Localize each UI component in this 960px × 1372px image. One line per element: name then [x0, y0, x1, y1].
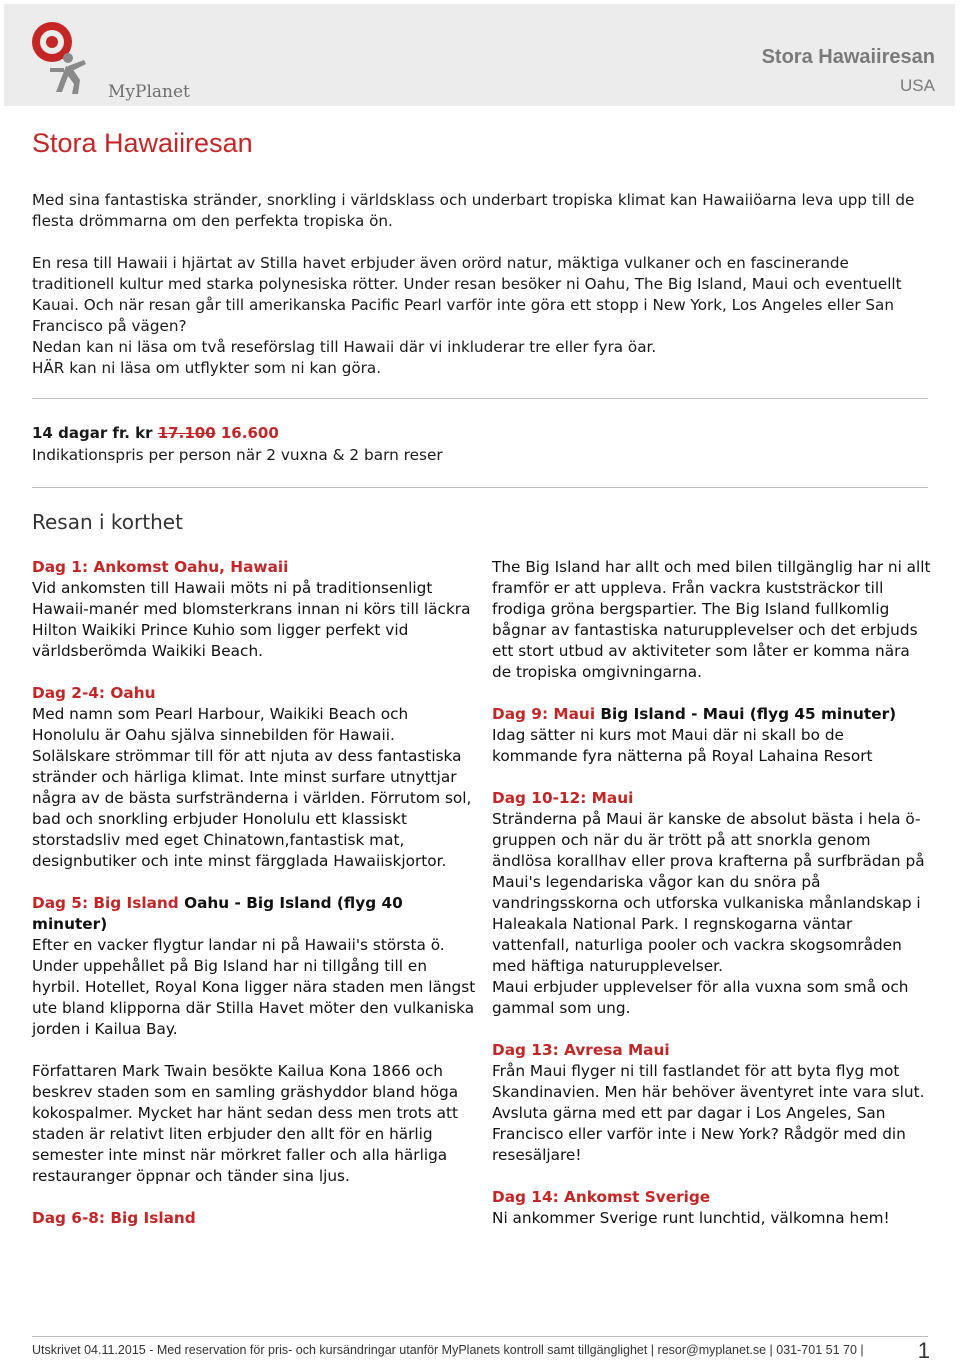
- day-heading: Dag 13: Avresa Maui: [492, 1041, 670, 1059]
- day-heading: Dag 2-4: Oahu: [32, 684, 156, 702]
- header-country: USA: [900, 76, 935, 95]
- day-text: Från Maui flyger ni till fastlandet för att byta flyg mot Skandinavien. Men här behöver äventyret inte vara slut. Avsluta gärna med ett par dagar i Los Angeles, San Francisco eller varför inte i New York? Rådgör med din resesäljare!: [492, 1062, 925, 1164]
- day-text: Efter en vacker flygtur landar ni på Hawaii's största ö. Under uppehållet på Big Island har ni tillgång till en hyrbil. Hotellet, Royal Kona ligger nära staden men längst ute bland klipporna där Stilla Havet möter den vulkaniska jorden i Kailua Bay.: [32, 936, 476, 1038]
- day-heading: Dag 1: Ankomst Oahu, Hawaii: [32, 558, 289, 576]
- divider: [32, 398, 928, 399]
- myplanet-logo[interactable]: [28, 14, 190, 102]
- day-block: [32, 557, 478, 662]
- section-title: Resan i korthet: [32, 510, 183, 534]
- day-heading: Dag 14: Ankomst Sverige: [492, 1188, 711, 1206]
- footer-divider: [32, 1336, 928, 1337]
- day-block: [32, 893, 478, 1040]
- divider: [32, 487, 928, 488]
- day-text: Författaren Mark Twain besökte Kailua Kona 1866 och beskrev staden som en samling gräshyddor bland höga kokospalmer. Mycket har hänt sedan dess men trots att staden är relativt liten erbjuder den allt för en härlig semester inte minst när mörkret faller och alla härliga restauranger öppnar och tänder sina ljus.: [32, 1062, 459, 1185]
- intro-paragraph-3: Nedan kan ni läsa om två reseförslag till Hawaii där vi inkluderar tre eller fyra öar.: [32, 338, 657, 356]
- day-block: [492, 1187, 932, 1229]
- day-block: [32, 1061, 478, 1187]
- day-text: The Big Island har allt och med bilen tillgänglig har ni allt framför er att uppleva. Från vackra kuststräckor till frodiga gröna bergspartier. The Big Island fullkomlig bågnar av fantastiska naturupplevelser och det erbjuds ett stort utbud av aktiviteter som låter er komma nära de tropiska omgivningarna.: [492, 558, 931, 681]
- price-line: [32, 424, 279, 442]
- footer-text: Utskrivet 04.11.2015 - Med reservation för pris- och kursändringar utanför MyPlanets kontroll samt tillgänglighet | resor@myplanet.se | 031-701 51 70 |: [32, 1343, 864, 1357]
- day-heading-flight: Oahu - Big Island (flyg 40 minuter): [32, 894, 403, 933]
- day-heading: Dag 10-12: Maui: [492, 789, 634, 807]
- day-block: [32, 683, 478, 872]
- old-price: 17.100: [157, 424, 216, 442]
- page-number: 1: [917, 1338, 930, 1363]
- day-block: [32, 1208, 478, 1229]
- day-heading: [492, 704, 932, 725]
- day-heading: Dag 6-8: Big Island: [32, 1209, 196, 1227]
- itinerary-right-column: [492, 557, 932, 1250]
- new-price: 16.600: [220, 424, 279, 442]
- header-title: Stora Hawaiiresan: [761, 46, 935, 68]
- day-block: [492, 704, 932, 767]
- page-header: [4, 4, 955, 106]
- intro-paragraph-2: En resa till Hawaii i hjärtat av Stilla havet erbjuder även orörd natur, mäktiga vulkaner och en fascinerande traditionell kultur med starka polynesiska rötter. Under resan besöker ni Oahu, The Big Island, Maui och eventuellt Kauai. Och när resan går till amerikanska Pacific Pearl varför inte göra ett stopp i New York, Los Angeles eller San Francisco på vägen?: [32, 254, 902, 335]
- day-block: [492, 1040, 932, 1166]
- day-text: Vid ankomsten till Hawaii möts ni på traditionsenligt Hawaii-manér med blomsterkrans innan ni körs till läckra Hilton Waikiki Prince Kuhio som ligger perfekt vid världsberömda Waikiki Beach.: [32, 579, 471, 660]
- day-heading-red: Dag 5: Big Island: [32, 894, 179, 912]
- excursions-link[interactable]: HÄR kan ni läsa om utflykter som ni kan göra.: [32, 359, 382, 377]
- price-prefix: 14 dagar fr. kr: [32, 424, 158, 442]
- itinerary-left-column: [32, 557, 478, 1250]
- page-title: Stora Hawaiiresan: [32, 128, 253, 158]
- day-heading-flight: Big Island - Maui (flyg 45 minuter): [595, 705, 897, 723]
- intro-paragraph-1: Med sina fantastiska stränder, snorkling i världsklass och underbart tropiska klimat kan Hawaiiöarna leva upp till de flesta drömmarna om den perfekta tropiska ön.: [32, 191, 915, 230]
- day-text: Ni ankommer Sverige runt lunchtid, välkomna hem!: [492, 1209, 890, 1227]
- day-text: Idag sätter ni kurs mot Maui där ni skall bo de kommande fyra nätterna på Royal Lahaina Resort: [492, 726, 873, 765]
- intro-text: [32, 190, 932, 379]
- day-text: Stränderna på Maui är kanske de absolut bästa i hela ö-gruppen och när du är trött på att snorkla genom ändlösa korallhav eller prova krafterna på surfbrädan på Maui's legendariska vågor kan du snöra på vandringsskorna och utforska vulkaniska månlandskap i Haleakala National Park. I regnskogarna väntar vattenfall, naturliga pooler och vackra skogsområden med häftiga naturupplevelser.: [492, 810, 925, 975]
- day-heading: [32, 893, 478, 935]
- day-heading-red: Dag 9: Maui: [492, 705, 596, 723]
- day-text: Med namn som Pearl Harbour, Waikiki Beach och Honolulu är Oahu själva sinnebilden för Hawaii. Solälskare strömmar till för att njuta av dess fantastiska stränder och härliga klimat. Inte minst surfare utnyttjar några av de bästa surfstränderna i världen. Förrutom sol, bad och snorkling erbjuder Honolulu ett klassiskt storstadsliv med eget Chinatown,fantastisk mat, designbutiker och inte minst färgglada Hawaiiskjortor.: [32, 705, 472, 870]
- day-block: [492, 557, 932, 683]
- logo-text: MyPlanet: [108, 82, 190, 102]
- day-text: Maui erbjuder upplevelser för alla vuxna som små och gammal som ung.: [492, 978, 909, 1017]
- day-block: [492, 788, 932, 1019]
- price-note: Indikationspris per person när 2 vuxna & 2 barn reser: [32, 446, 443, 464]
